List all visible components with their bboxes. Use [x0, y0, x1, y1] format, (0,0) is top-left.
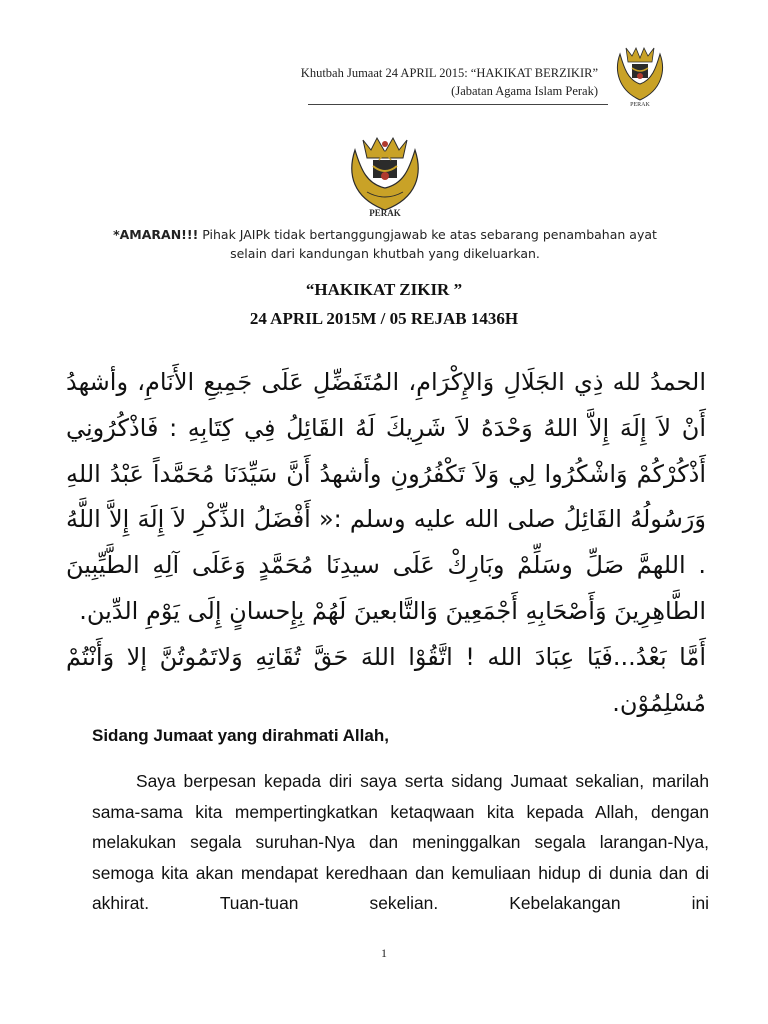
disclaimer-notice — [100, 225, 670, 263]
header-title: Khutbah Jumaat 24 APRIL 2015: “HAKIKAT BERZIKIR” — [300, 66, 598, 80]
arabic-paragraph-closing: أَمَّا بَعْدُ...فَيَا عِبَادَ الله ! اتَّقُوْا اللهَ حَقَّ تُقَاتِهِ وَلاتَمُوتُنَّ إلا وَأَنْتُمْ مُسْلِمُوْن. — [66, 642, 706, 717]
perak-crest-icon — [345, 130, 425, 218]
sermon-title: “HAKIKAT ZIKIR ” — [305, 280, 463, 299]
body-paragraph: Saya berpesan kepada diri saya serta sidang Jumaat sekalian, marilah sama-sama kita mempertingkatkan ketaqwaan kita kepada Allah, dengan melakukan segala suruhan-Nya dan meninggalkan segala larangan-Nya, semoga kita akan mendapat keredhaan dan kemuliaan hidup di dunia dan di akhirat. Tuan-tuan sekelian. Kebelakangan ini — [92, 771, 709, 913]
perak-crest-small-icon — [612, 40, 668, 108]
warning-label: *AMARAN!!! — [113, 227, 199, 242]
header-divider — [308, 104, 608, 105]
header-department: (Jabatan Agama Islam Perak) — [451, 84, 598, 98]
sermon-date: 24 APRIL 2015M / 05 REJAB 1436H — [249, 309, 519, 328]
page-header — [301, 64, 598, 100]
arabic-opening — [66, 360, 706, 726]
page-number: 1 — [381, 946, 387, 960]
arabic-paragraph-praise: الحمدُ لله ذِي الجَلَالِ وَالإِكْرَامِ، المُتَفَضِّلِ عَلَى جَمِيعِ الأَنَامِ، وأشهدُ أَنْ لاَ إِلَهَ إِلاَّ اللهُ وَحْدَهُ لاَ شَرِيكَ لَهُ القَائِلُ فِي كِتَابِهِ : فَاذْكُرُونِي أَذْكُرْكُمْ وَاشْكُرُوا لِي وَلاَ تَكْفُرُونِ وأشهدُ أَنَّ سَيِّدَنَا مُحَمَّداً عَبْدُ اللهِ وَرَسُولُهُ القَائِلُ صلى الله عليه وسلم :« أَفْضَلُ الذِّكْرِ لاَ إِلَهَ إِلاَّ اللَّهُ . اللهمَّ صَلِّ وسَلِّمْ وبَارِكْ عَلَى سيدِنَا مُحَمَّدٍ وَعَلَى آلِهِ الطَّيِّبِينَ الطَّاهِرِينَ وَأَصْحَابِهِ أَجْمَعِينَ وَالتَّابعينَ لَهُمْ بِإِحسانٍ إِلَى يَوْمِ الدِّين. — [66, 368, 706, 625]
small-emblem-label: PERAK — [630, 102, 650, 108]
greeting-heading: Sidang Jumaat yang dirahmati Allah, — [92, 726, 389, 745]
warning-text: Pihak JAIPk tidak bertanggungjawab ke atas sebarang penambahan ayat selain dari kandungan khutbah yang dikeluarkan. — [198, 227, 657, 261]
emblem-label: PERAK — [369, 208, 401, 218]
